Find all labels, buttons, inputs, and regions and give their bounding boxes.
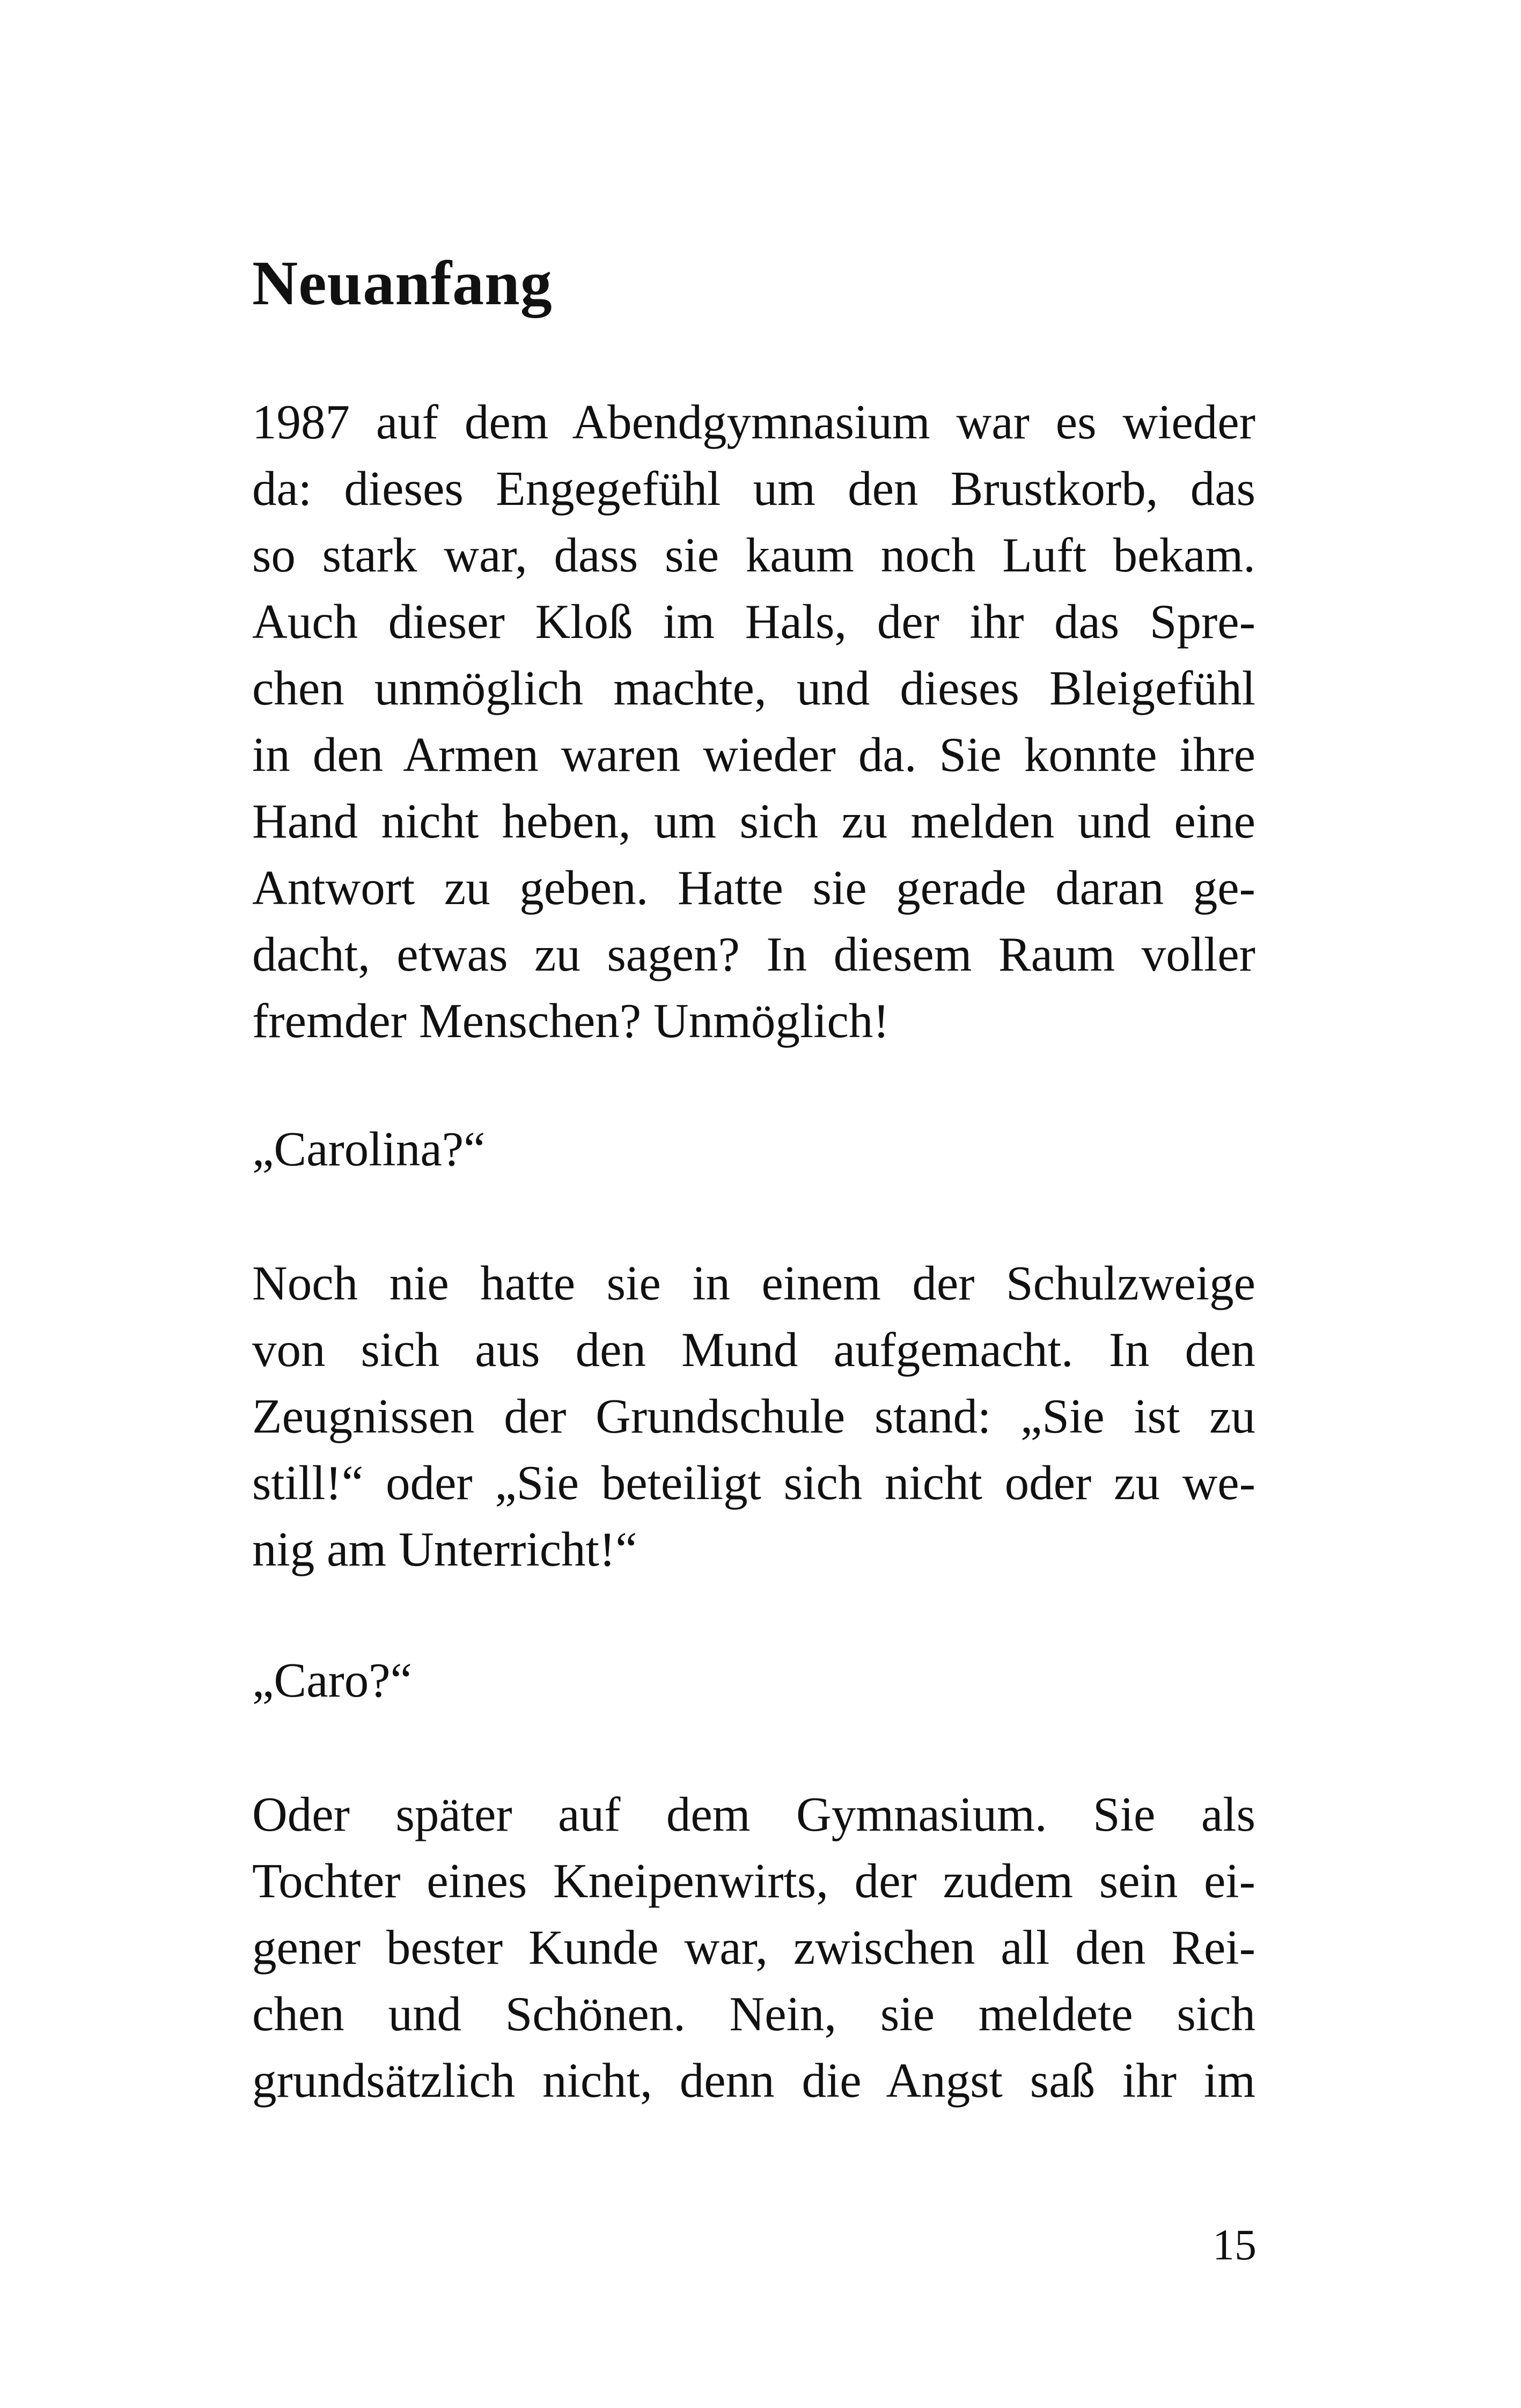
text-line: Auch dieser Kloß im Hals, der ihr das Spre- bbox=[252, 594, 1255, 649]
text-line: chen und Schönen. Nein, sie meldete sich bbox=[252, 1987, 1255, 2041]
text-line: Oder später auf dem Gymnasium. Sie als bbox=[252, 1787, 1255, 1841]
dialogue-paragraph bbox=[252, 1647, 1255, 1714]
text-line: fremder Menschen? Unmöglich! bbox=[252, 994, 890, 1048]
text-line: „Carolina?“ bbox=[252, 1122, 486, 1176]
text-line: dacht, etwas zu sagen? In diesem Raum voller bbox=[252, 927, 1255, 981]
text-line: Noch nie hatte sie in einem der Schulzweige bbox=[252, 1256, 1255, 1310]
text-line: gener bester Kunde war, zwischen all den Rei- bbox=[252, 1920, 1255, 1974]
paragraph bbox=[252, 1781, 1255, 2114]
text-line: grundsätzlich nicht, denn die Angst saß ihr im bbox=[252, 2053, 1255, 2108]
text-line: Zeugnissen der Grundschule stand: „Sie ist zu bbox=[252, 1389, 1255, 1443]
text-line: still!“ oder „Sie beteiligt sich nicht oder zu we- bbox=[252, 1456, 1255, 1510]
text-line: da: dieses Engegefühl um den Brustkorb, das bbox=[252, 461, 1255, 516]
page-number: 15 bbox=[1213, 2220, 1257, 2269]
text-line: 1987 auf dem Abendgymnasium war es wieder bbox=[252, 395, 1255, 449]
text-line: in den Armen waren wieder da. Sie konnte ihre bbox=[252, 728, 1255, 782]
text-line: „Caro?“ bbox=[252, 1653, 413, 1707]
text-line: so stark war, dass sie kaum noch Luft bekam. bbox=[252, 528, 1255, 582]
paragraph bbox=[252, 1250, 1255, 1583]
text-line: nig am Unterricht!“ bbox=[252, 1522, 637, 1576]
text-line: chen unmöglich machte, und dieses Bleigefühl bbox=[252, 661, 1255, 715]
text-line: Tochter eines Kneipenwirts, der zudem sein ei- bbox=[252, 1854, 1255, 1908]
text-line: Hand nicht heben, um sich zu melden und eine bbox=[252, 794, 1255, 848]
paragraph bbox=[252, 389, 1255, 1054]
dialogue-paragraph bbox=[252, 1116, 1255, 1183]
text-line: von sich aus den Mund aufgemacht. In den bbox=[252, 1323, 1255, 1377]
chapter-title: Neuanfang bbox=[252, 248, 553, 318]
text-line: Antwort zu geben. Hatte sie gerade daran ge- bbox=[252, 861, 1255, 915]
